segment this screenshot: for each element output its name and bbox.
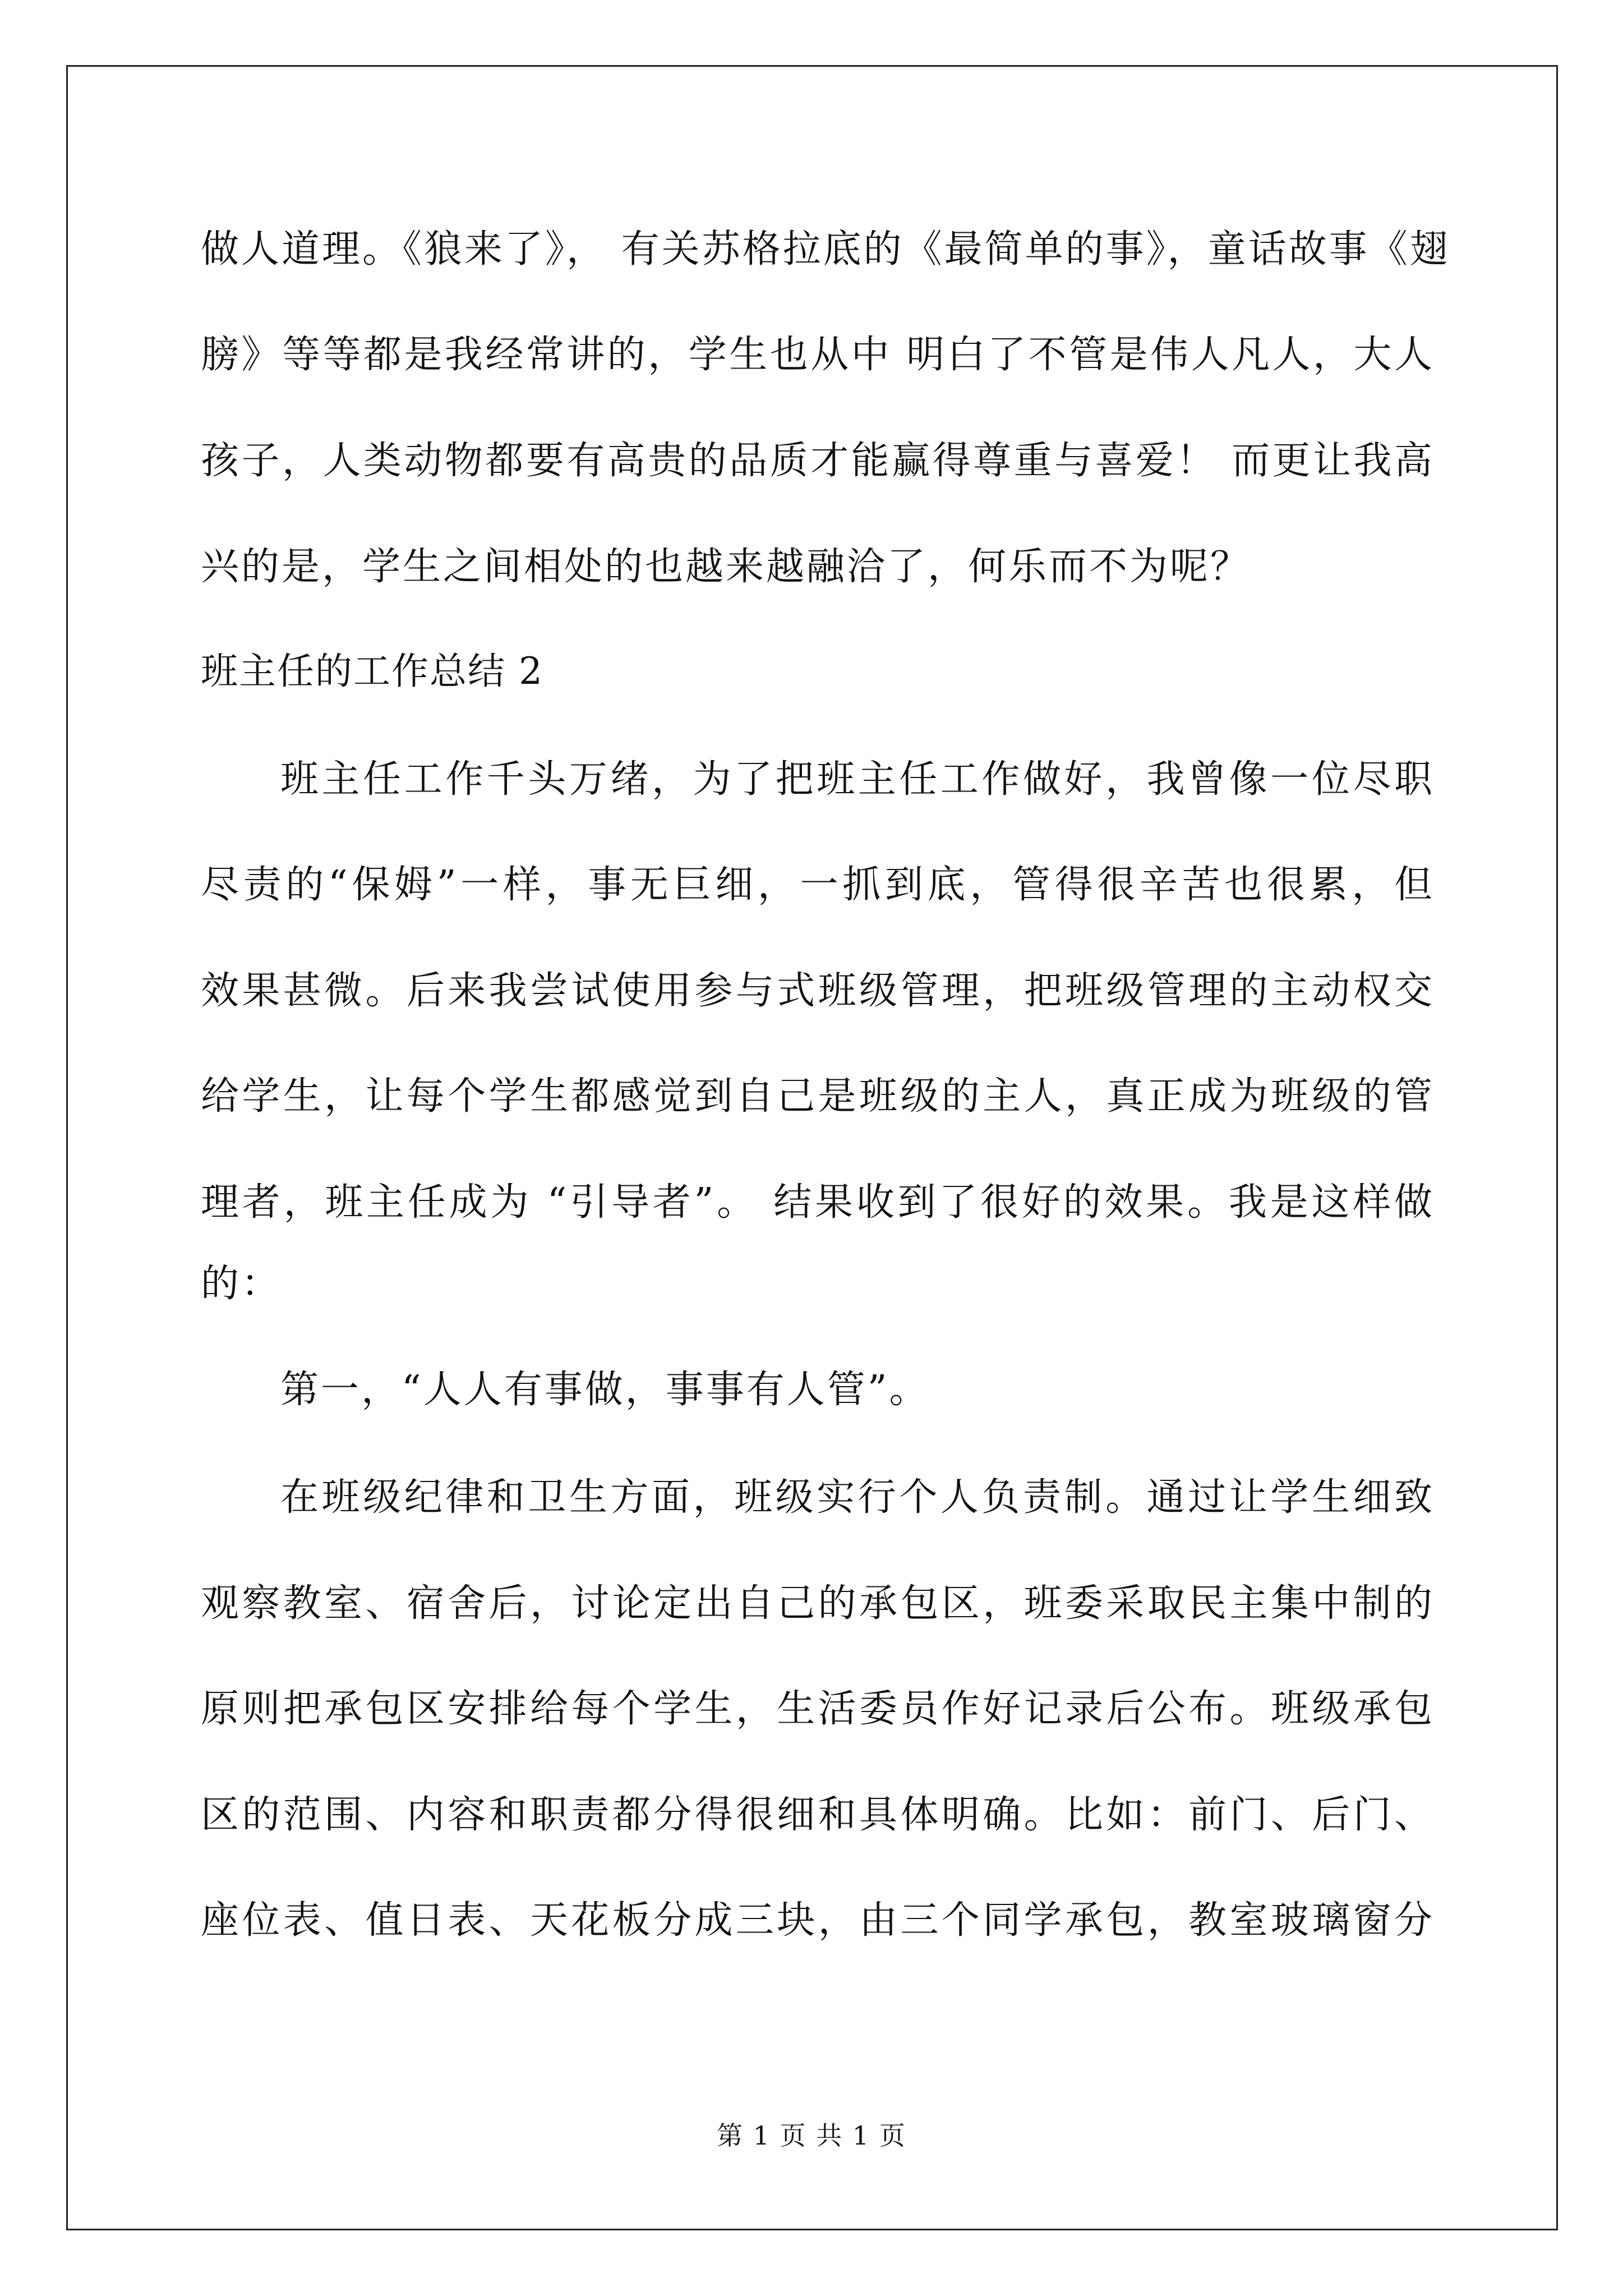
page-footer: 第 1 页 共 1 页 bbox=[717, 2120, 906, 2151]
text-line-3: 孩子，人类动物都要有高贵的品质才能赢得尊重与喜爱！ 而更让我高 bbox=[201, 439, 1435, 483]
text-line-6: 班主任工作千头万绪，为了把班主任工作做好，我曾像一位尽职 bbox=[280, 757, 1435, 802]
text-line-12: 第一，“人人有事做，事事有人管”。 bbox=[280, 1368, 930, 1412]
text-line-17: 座位表、值日表、天花板分成三块，由三个同学承包，教室玻璃窗分 bbox=[201, 1898, 1435, 1943]
text-line-15: 原则把承包区安排给每个学生，生活委员作好记录后公布。班级承包 bbox=[201, 1687, 1435, 1731]
text-line-8: 效果甚微。后来我尝试使用参与式班级管理，把班级管理的主动权交 bbox=[201, 969, 1435, 1013]
text-line-16: 区的范围、内容和职责都分得很细和具体明确。比如：前门、后门、 bbox=[201, 1793, 1435, 1837]
text-line-9: 给学生，让每个学生都感觉到自己是班级的主人，真正成为班级的管 bbox=[201, 1074, 1435, 1119]
text-line-1: 做人道理。《狼来了》， 有关苏格拉底的《最简单的事》，童话故事《翅 bbox=[201, 227, 1450, 272]
text-line-14: 观察教室、宿舍后，讨论定出自己的承包区，班委采取民主集中制的 bbox=[201, 1581, 1435, 1626]
text-line-11: 的： bbox=[201, 1262, 282, 1306]
text-line-13: 在班级纪律和卫生方面，班级实行个人负责制。通过让学生细致 bbox=[280, 1475, 1435, 1520]
text-line-7: 尽责的“保姆”一样，事无巨细，一抓到底，管得很辛苦也很累，但 bbox=[201, 863, 1435, 907]
text-line-10: 理者，班主任成为 “引导者”。 结果收到了很好的效果。我是这样做 bbox=[201, 1180, 1435, 1225]
text-line-2: 膀》等等都是我经常讲的，学生也从中 明白了不管是伟人凡人，大人 bbox=[201, 333, 1435, 377]
text-line-4: 兴的是，学生之间相处的也越来越融洽了，何乐而不为呢？ bbox=[201, 545, 1251, 589]
section-heading: 班主任的工作总结 2 bbox=[201, 650, 543, 693]
